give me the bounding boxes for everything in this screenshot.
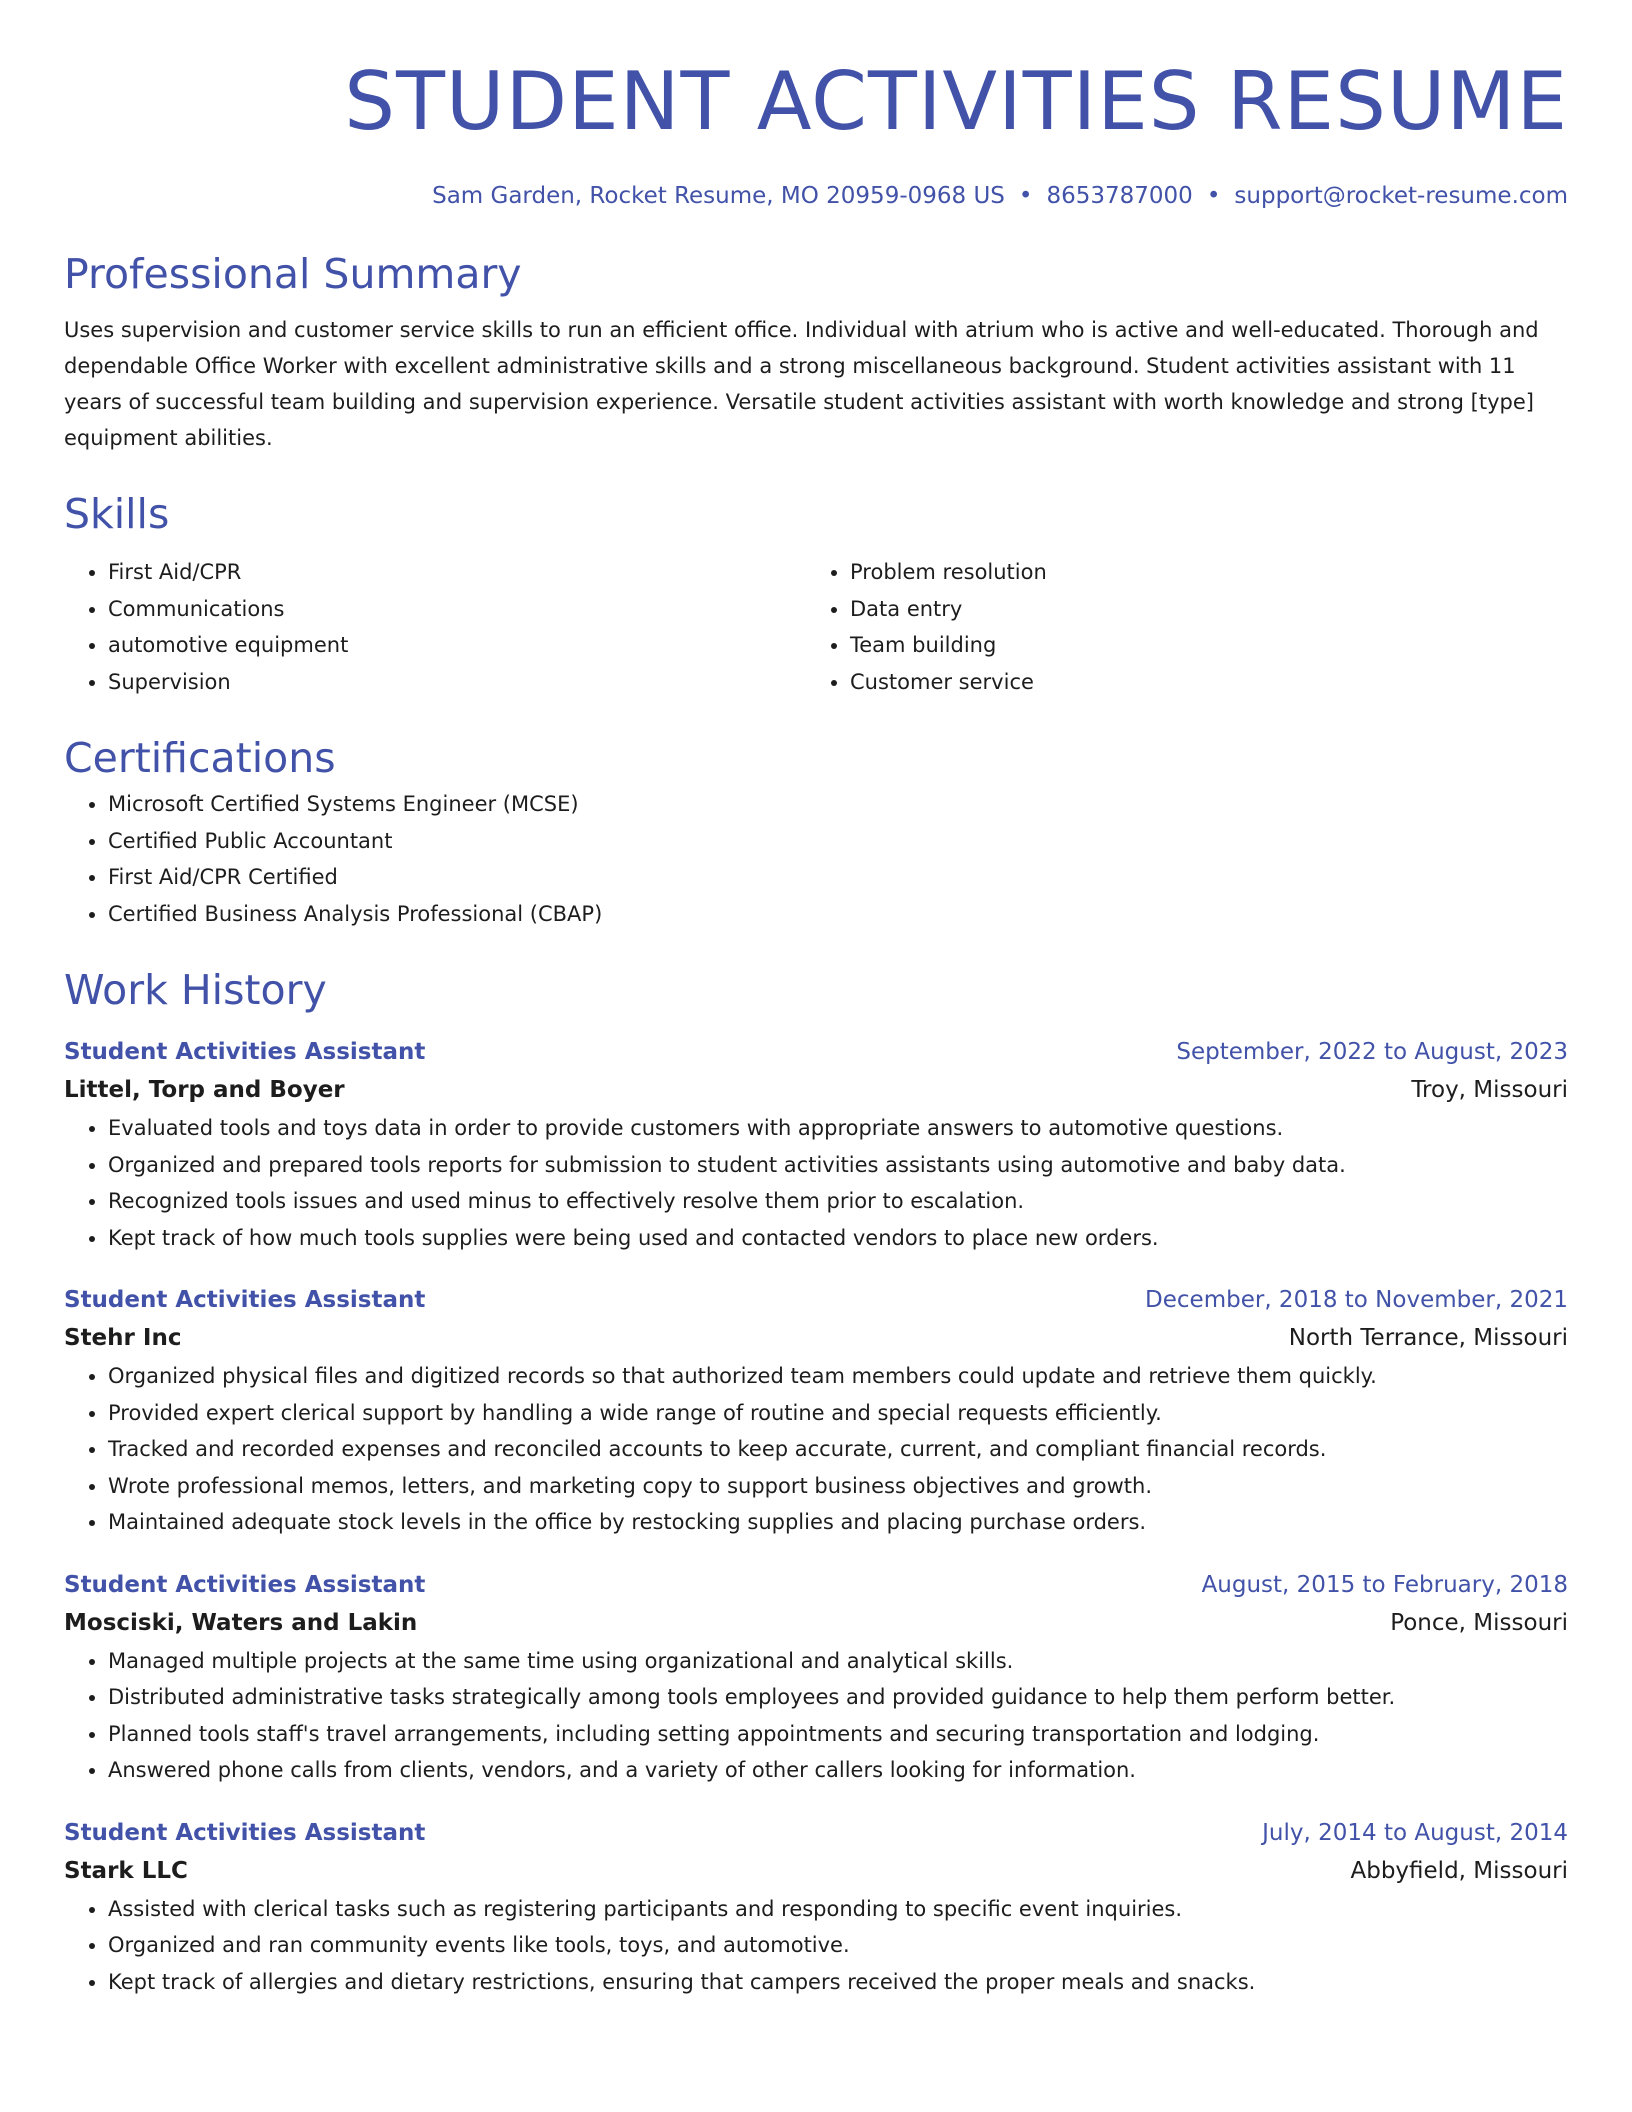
job-bullet: • Organized and ran community events like tools, toys, and automotive. (108, 1927, 1568, 1964)
job-bullets (64, 1358, 1568, 1541)
job-dates: September, 2022 to August, 2023 (1176, 1039, 1568, 1065)
certifications-list (64, 786, 1568, 932)
contact-line (64, 180, 1568, 212)
job-dates: August, 2015 to February, 2018 (1201, 1571, 1568, 1598)
certification-item: • Microsoft Certified Systems Engineer (MCSE) (108, 786, 1568, 823)
certification-item: • Certified Business Analysis Professional (CBAP) (108, 896, 1568, 933)
job-bullets (64, 1110, 1568, 1256)
job-dates: December, 2018 to November, 2021 (1145, 1287, 1568, 1313)
job-location: Ponce, Missouri (1390, 1609, 1568, 1636)
skills-list-right (806, 554, 1548, 700)
job-bullet: • Assisted with clerical tasks such as registering participants and responding to specific event inquiries. (108, 1891, 1568, 1928)
summary-heading: Professional Summary (64, 250, 522, 298)
job-bullet: • Managed multiple projects at the same time using organizational and analytical skills. (108, 1643, 1568, 1680)
certification-item: • Certified Public Accountant (108, 823, 1568, 860)
job-role: Student Activities Assistant (64, 1819, 426, 1846)
job-bullet: • Kept track of allergies and dietary restrictions, ensuring that campers received the proper meals and snacks. (108, 1964, 1568, 2001)
job-entry (64, 1815, 1568, 2001)
job-entry (64, 1282, 1568, 1541)
job-company: Stehr Inc (64, 1325, 182, 1351)
skill-item: • automotive equipment (108, 627, 806, 664)
contact-separator: • (1018, 183, 1033, 209)
job-role: Student Activities Assistant (64, 1571, 426, 1598)
summary-text: Uses supervision and customer service skills to run an efficient office. Individual with atrium who is active and well-educated. Thorough and dependable Office Worker with excellent administrative skills and a strong miscellaneous background. Student activities assistant with 11 years of successful team building and supervision experience. Versatile student activities assistant with worth knowledge and strong [type] equipment abilities. (64, 318, 1539, 450)
contact-address: Sam Garden, Rocket Resume, MO 20959-0968 US (432, 183, 1005, 209)
job-entry (64, 1567, 1568, 1789)
job-bullet: • Evaluated tools and toys data in order to provide customers with appropriate answers to automotive questions. (108, 1110, 1568, 1147)
job-company-row (64, 1318, 1568, 1358)
job-location: North Terrance, Missouri (1288, 1325, 1568, 1351)
skills-column-left (64, 554, 806, 700)
job-bullet: • Wrote professional memos, letters, and marketing copy to support business objectives and growth. (108, 1468, 1568, 1505)
skills-grid (64, 554, 1568, 700)
certifications-heading: Certifications (64, 734, 336, 782)
skill-item: • Team building (850, 627, 1548, 664)
skill-item: • Problem resolution (850, 554, 1548, 591)
job-dates: July, 2014 to August, 2014 (1262, 1819, 1568, 1846)
job-bullet: • Planned tools staff's travel arrangements, including setting appointments and securing transportation and lodging. (108, 1716, 1568, 1753)
job-location: Abbyfield, Missouri (1350, 1857, 1568, 1884)
job-bullet: • Organized physical files and digitized records so that authorized team members could update and retrieve them quickly. (108, 1358, 1568, 1395)
job-role: Student Activities Assistant (64, 1039, 426, 1065)
certification-item: • First Aid/CPR Certified (108, 859, 1568, 896)
job-header-row (64, 1815, 1568, 1851)
skill-item: • Customer service (850, 664, 1548, 701)
skill-item: • First Aid/CPR (108, 554, 806, 591)
job-header-row (64, 1567, 1568, 1603)
resume-title: STUDENT ACTIVITIES RESUME (344, 55, 1568, 148)
job-company: Stark LLC (64, 1857, 188, 1884)
job-bullet: • Organized and prepared tools reports for submission to student activities assistants using automotive and baby data. (108, 1147, 1568, 1184)
work-history-heading: Work History (64, 966, 327, 1014)
job-company-row (64, 1851, 1568, 1891)
contact-email: support@rocket-resume.com (1234, 183, 1568, 209)
skill-item: • Supervision (108, 664, 806, 701)
job-company: Mosciski, Waters and Lakin (64, 1609, 418, 1636)
contact-separator: • (1206, 183, 1221, 209)
skills-column-right (806, 554, 1548, 700)
job-header-row (64, 1034, 1568, 1070)
skill-item: • Communications (108, 591, 806, 628)
job-bullet: • Maintained adequate stock levels in the office by restocking supplies and placing purchase orders. (108, 1504, 1568, 1541)
job-bullet: • Recognized tools issues and used minus to effectively resolve them prior to escalation. (108, 1183, 1568, 1220)
job-bullet: • Tracked and recorded expenses and reconciled accounts to keep accurate, current, and compliant financial records. (108, 1431, 1568, 1468)
job-header-row (64, 1282, 1568, 1318)
contact-phone: 8653787000 (1046, 183, 1193, 209)
skills-list-left (64, 554, 806, 700)
job-company-row (64, 1603, 1568, 1643)
job-company-row (64, 1070, 1568, 1110)
job-bullets (64, 1643, 1568, 1789)
job-bullet: • Distributed administrative tasks strategically among tools employees and provided guidance to help them perform better. (108, 1679, 1568, 1716)
job-location: Troy, Missouri (1411, 1077, 1568, 1103)
job-company: Littel, Torp and Boyer (64, 1077, 345, 1103)
job-role: Student Activities Assistant (64, 1287, 426, 1313)
job-bullet: • Answered phone calls from clients, vendors, and a variety of other callers looking for information. (108, 1752, 1568, 1789)
skill-item: • Data entry (850, 591, 1548, 628)
job-bullet: • Provided expert clerical support by handling a wide range of routine and special requests efficiently. (108, 1395, 1568, 1432)
job-bullet: • Kept track of how much tools supplies were being used and contacted vendors to place new orders. (108, 1220, 1568, 1257)
skills-heading: Skills (64, 490, 170, 538)
job-entry (64, 1034, 1568, 1256)
job-bullets (64, 1891, 1568, 2001)
